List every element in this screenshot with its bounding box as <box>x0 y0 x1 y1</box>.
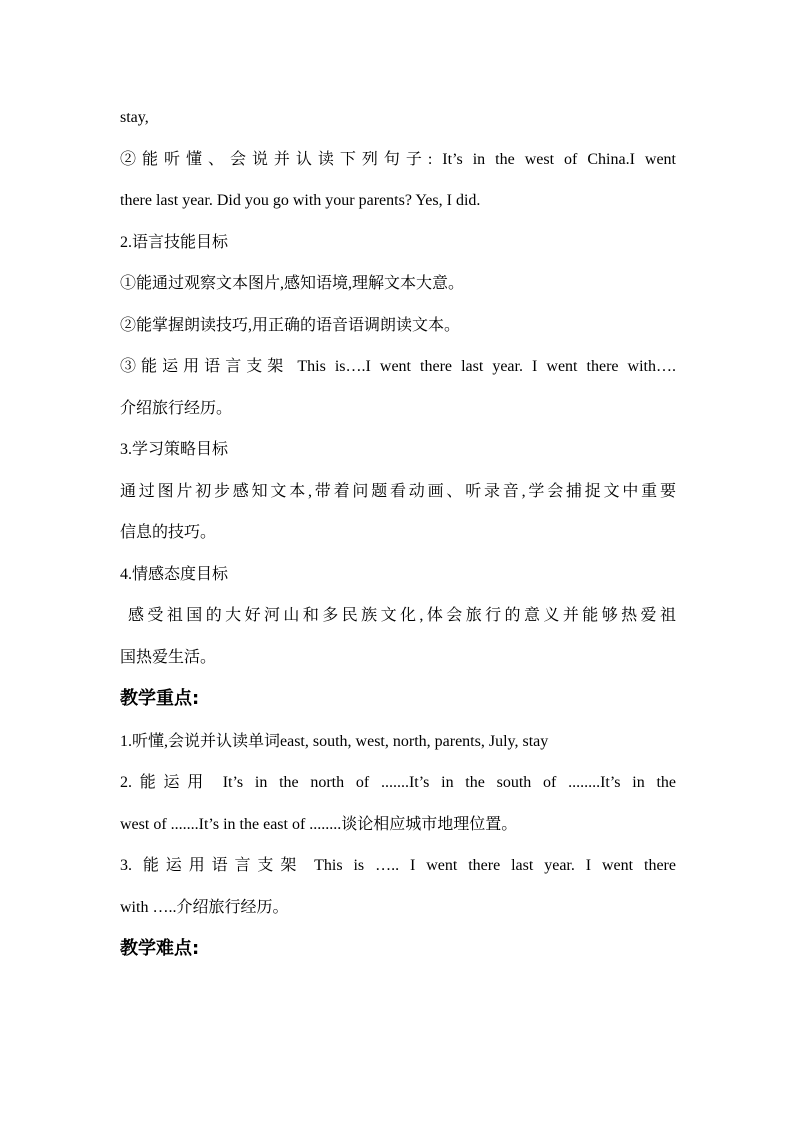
paragraph-line: 介绍旅行经历。 <box>120 400 233 417</box>
paragraph-line: 国热爱生活。 <box>120 649 217 666</box>
paragraph-line: ②能听懂、会说并认读下列句子: It’s in the west of China.I went <box>120 151 676 168</box>
paragraph-line: 通过图片初步感知文本,带着问题看动画、听录音,学会捕捉文中重要 <box>120 483 676 500</box>
section-subheading: 2.语言技能目标 <box>120 234 229 251</box>
paragraph-line: stay, <box>120 109 149 126</box>
paragraph-line: 感受祖国的大好河山和多民族文化,体会旅行的意义并能够热爱祖 <box>128 607 676 624</box>
section-subheading: 3.学习策略目标 <box>120 441 229 458</box>
paragraph-line: 1.听懂,会说并认读单词east, south, west, north, parents, July, stay <box>120 733 549 750</box>
paragraph-line: ③能运用语言支架 This is….I went there last year. I went there with…. <box>120 358 676 375</box>
paragraph-line: 2.能运用 It’s in the north of .......It’s in the south of ........It’s in the <box>120 774 676 791</box>
paragraph-line: there last year. Did you go with your parents? Yes, I did. <box>120 192 481 209</box>
paragraph-line: west of .......It’s in the east of ........谈论相应城市地理位置。 <box>120 816 518 833</box>
paragraph-line: ②能掌握朗读技巧,用正确的语音语调朗读文本。 <box>120 317 461 334</box>
section-subheading: 4.情感态度目标 <box>120 566 229 583</box>
paragraph-line: 信息的技巧。 <box>120 524 217 541</box>
section-heading-key-points: 教学重点: <box>120 688 200 709</box>
section-heading-difficulties: 教学难点: <box>120 938 200 959</box>
paragraph-line: 3. 能运用语言支架 This is ….. I went there last year. I went there <box>120 857 676 874</box>
paragraph-line: with …..介绍旅行经历。 <box>120 899 289 916</box>
paragraph-line: ①能通过观察文本图片,感知语境,理解文本大意。 <box>120 275 465 292</box>
